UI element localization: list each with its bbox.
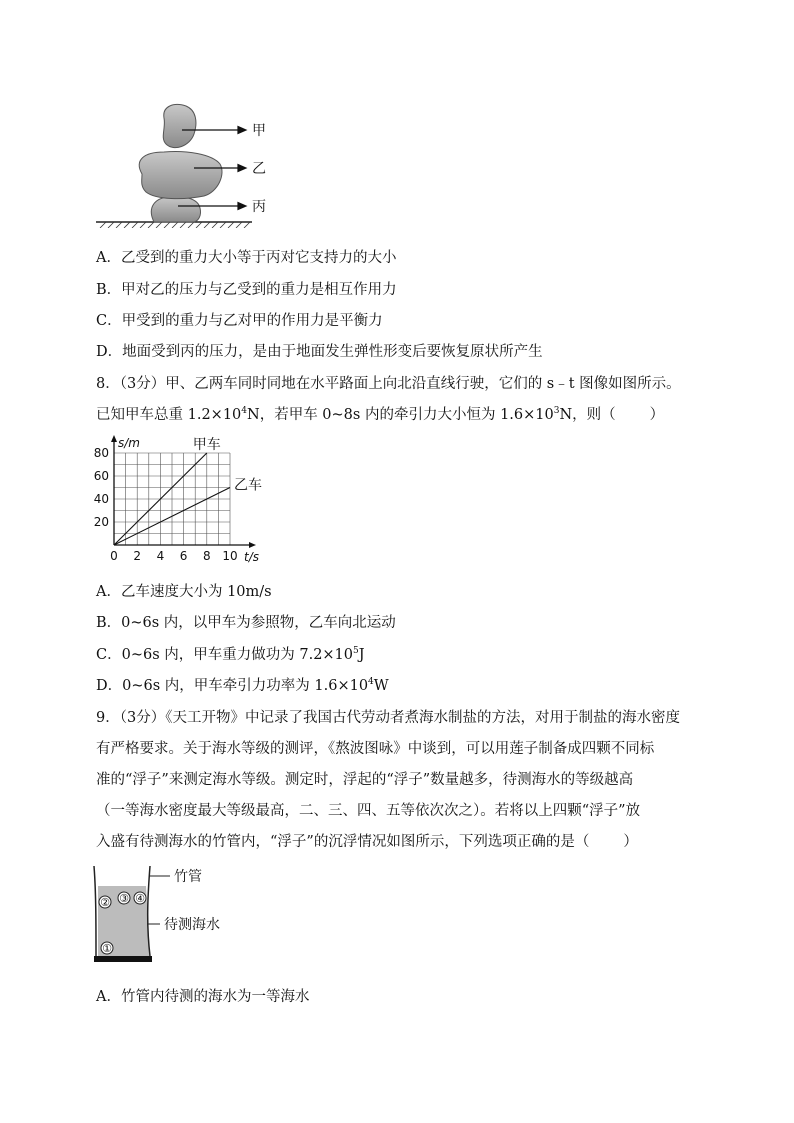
q9-line-1: 9．（3分）《天工开物》中记录了我国古代劳动者煮海水制盐的方法，对用于制盐的海水密度 [96,710,680,726]
tube-left-wall [94,866,96,956]
label-bing: 丙 [252,199,266,215]
bamboo-tube-figure [88,862,268,972]
q7-option-b: B．甲对乙的压力与乙受到的重力是相互作用力 [96,282,397,298]
q8-option-d-text: D．0~6s 内，甲车牵引力功率为 1.6×10 [96,678,369,694]
stones-figure [94,100,284,228]
label-jia: 甲 [252,123,266,139]
x-axis-label: t/s [244,550,259,564]
y-axis-label: s/m [118,436,140,450]
q8-option-d-exp: 4 [368,677,374,688]
x-tick-label: 10 [222,549,238,563]
q8-line-1: 8．（3分）甲、乙两车同时同地在水平路面上向北沿直线行驶，它们的 s﹣t 图像如图所示。 [96,376,681,392]
q9-line-3: 准的“浮子”来测定海水等级。测定时，浮起的“浮子”数量越多，待测海水的等级越高 [96,772,634,788]
float-3 [118,892,130,905]
q8-text-a: 已知甲车总重 1.2×10 [96,407,242,423]
label-yi: 乙 [252,161,266,177]
series-label-2: 乙车 [234,477,262,494]
q7-option-a: A．乙受到的重力大小等于丙对它支持力的大小 [96,250,397,266]
float-4 [134,892,146,905]
q8-line-2 [96,403,664,424]
q8-option-d [96,674,389,695]
water-label: 待测海水 [164,917,220,933]
float-1 [101,942,113,955]
q9-line-4: （一等海水密度最大等级最高，二、三、四、五等依次次之）。若将以上四颗“浮子”放 [96,803,641,819]
stone-bing [151,196,200,222]
q7-option-d: D．地面受到丙的压力，是由于地面发生弹性形变后要恢复原状所产生 [96,344,543,360]
x-tick-label: 6 [179,549,188,563]
q8-exp-2: 3 [553,406,560,417]
svg-text:④: ④ [135,892,145,905]
q7-option-c: C．甲受到的重力与乙对甲的作用力是平衡力 [96,313,383,329]
y-tick-label: 40 [93,492,109,506]
tube-bottom [94,956,152,962]
q9-line-2: 有严格要求。关于海水等级的测评，《熬波图咏》中谈到，可以用莲子制备成四颗不同标 [96,741,655,757]
stone-jia [163,105,196,148]
q8-option-b: B．0~6s 内，以甲车为参照物，乙车向北运动 [96,615,396,631]
y-tick-label: 80 [93,446,109,460]
x-tick-label: 4 [156,549,165,563]
q8-option-c-exp: 5 [353,646,359,657]
q9-line-5 [96,830,638,851]
st-chart [82,432,272,572]
q8-text-c: N，则（ [559,407,616,423]
x-axis-arrow [249,542,256,548]
q8-exp-1: 4 [241,406,248,417]
tube-right-wall [148,866,150,956]
q8-option-c-text: C．0~6s 内，甲车重力做功为 7.2×10 [96,647,354,663]
q8-text-b: N，若甲车 0~8s 内的牵引力大小恒为 1.6×10 [247,407,554,423]
x-tick-label: 2 [133,549,142,563]
y-tick-label: 20 [93,515,109,529]
q9-close-paren: ） [623,834,638,850]
q8-option-d-unit: W [373,678,389,694]
q8-option-a: A．乙车速度大小为 10m/s [96,584,272,600]
tube-label: 竹管 [174,869,202,885]
ground-hatch [100,222,250,228]
svg-text:①: ① [102,942,112,955]
q9-option-a: A．竹管内待测的海水为一等海水 [96,989,310,1005]
q8-option-c [96,643,365,664]
svg-text:③: ③ [119,892,129,905]
svg-text:②: ② [100,896,110,909]
x-tick-label: 0 [110,549,118,563]
y-tick-label: 60 [93,469,109,483]
q8-option-c-unit: J [358,647,365,663]
q9-line-5-text: 入盛有待测海水的竹管内，“浮子”的沉浮情况如图所示，下列选项正确的是（ [96,834,590,850]
y-axis-arrow [111,435,117,442]
series-label-1: 甲车 [192,437,221,453]
x-tick-label: 8 [202,549,211,563]
stone-yi [139,152,222,199]
float-2 [99,896,111,909]
q8-text-d: ） [649,407,665,423]
